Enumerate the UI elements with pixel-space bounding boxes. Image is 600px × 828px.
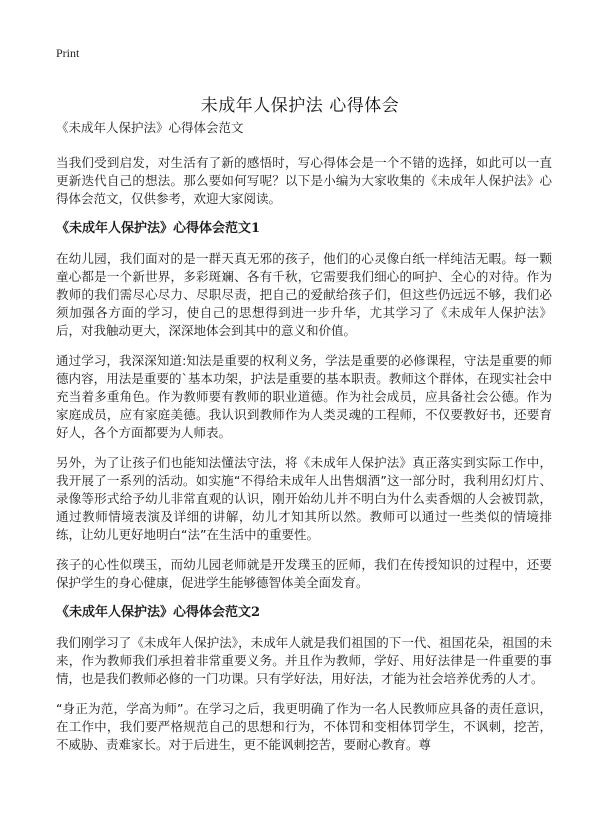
section-heading-2: 《未成年人保护法》心得体会范文2 [56, 605, 261, 620]
section-heading-1: 《未成年人保护法》心得体会范文1 [56, 221, 261, 236]
section-1-paragraph-3: 另外，为了让孩子们也能知法懂法守法，将《未成年人保护法》真正落实到实际工作中，我开展了一系列的活动。如实施“不得给未成年人出售烟酒”这一部分时，我利用幻灯片、录像等形式给予幼儿非常直观的认识，刚开始幼儿并不明白为什么卖香烟的人会被罚款，通过教师情境表演及详细的讲解，幼儿才知其所以然。教师可以通过一些类似的情境排练，让幼儿更好地明白“法”在生活中的重要性。 [56, 455, 552, 542]
section-2-paragraph-2: “身正为范，学高为师”。在学习之后，我更明确了作为一名人民教师应具备的责任意识，在工作中，我们要严格规范自己的思想和行为，不体罚和变相体罚学生，不讽刺，挖苦，不威胁、责难家长。对于后进生，更不能讽刺挖苦，要耐心教育。尊 [56, 701, 552, 752]
section-1-paragraph-2: 通过学习，我深深知道:知法是重要的权利义务，学法是重要的必修课程，守法是重要的师德内容，用法是重要的`基本功架，护法是重要的基本职责。教师这个群体，在现实社会中充当着多重角色。作为教师要有教师的职业道德。作为社会成员，应具备社会公德。作为家庭成员，应有家庭美德。我认识到教师作为人类灵魂的工程师，不仅要教好书，还要育好人，各个方面都要为人师表。 [56, 353, 552, 440]
document-title: 未成年人保护法 心得体会 [200, 96, 400, 117]
document-body [56, 120, 552, 766]
print-link[interactable]: Print [56, 46, 80, 60]
section-1-paragraph-4: 孩子的心性似璞玉，而幼儿园老师就是开发璞玉的匠师，我们在传授知识的过程中，还要保护学生的身心健康，促进学生能够德智体美全面发育。 [56, 557, 552, 590]
section-1-paragraph-1: 在幼儿园，我们面对的是一群天真无邪的孩子，他们的心灵像白纸一样纯洁无暇。每一颗童心都是一个新世界，多彩斑斓、各有千秋，它需要我们细心的呵护、全心的对待。作为教师的我们需尽心尽力、尽职尽责，把自己的爱献给孩子们，但这些仍远远不够，我们必须加强各方面的学习，使自己的思想得到进一步升华，尤其学习了《未成年人保护法》后，对我触动更大，深深地体会到其中的意义和价值。 [56, 251, 552, 338]
intro-paragraph: 当我们受到启发，对生活有了新的感悟时，写心得体会是一个不错的选择，如此可以一直更新迭代自己的想法。那么要如何写呢？以下是小编为大家收集的《未成年人保护法》心得体会范文，仅供参考，欢迎大家阅读。 [56, 155, 552, 206]
section-2-paragraph-1: 我们刚学习了《未成年人保护法》，未成年人就是我们祖国的下一代、祖国花朵，祖国的未来，作为教师我们承担着非常重要义务。并且作为教师，学好、用好法律是一件重要的事情，也是我们教师必修的一门功课。只有学好法，用好法，才能为社会培养优秀的人才。 [56, 635, 552, 686]
document-subtitle: 《未成年人保护法》心得体会范文 [56, 120, 244, 135]
